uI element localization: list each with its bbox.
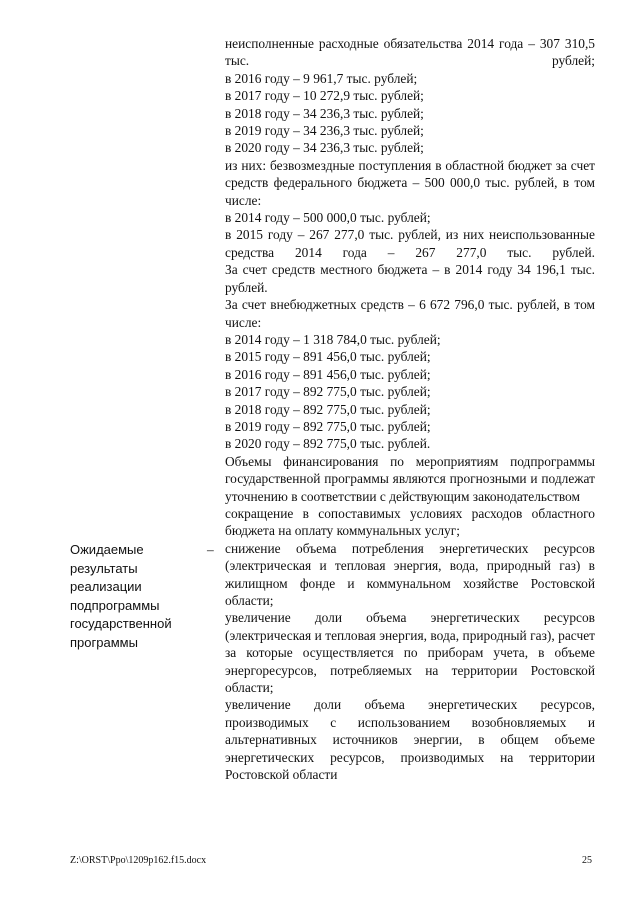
result-item: увеличение доли объема энергетических ресурсов (электрическая и тепловая энергия, вода, природный газ), расчет за которые осуществляется по приборам учета, в объеме энергоресурсов, потребляемых на территории Ростовской области; bbox=[225, 610, 595, 696]
label-line: реализации bbox=[70, 579, 142, 595]
label-line: результаты bbox=[70, 560, 138, 576]
right-column bbox=[225, 35, 595, 783]
year-line: в 2019 году – 34 236,3 тыс. рублей; bbox=[225, 123, 424, 139]
year-line: в 2017 году – 10 272,9 тыс. рублей; bbox=[225, 88, 424, 104]
financing-forecast-note: Объемы финансирования по мероприятиям подпрограммы государственной программы являются прогнозными и подлежат уточнению в соответствии с действующим законодательством bbox=[225, 453, 595, 504]
results-dash: – bbox=[207, 542, 214, 557]
label-line: программы bbox=[70, 634, 138, 650]
label-line: подпрограммы bbox=[70, 597, 160, 613]
financing-extrabudgetary: За счет внебюджетных средств – 6 672 796,0 тыс. рублей, в том числе: bbox=[225, 297, 595, 330]
footer-file-path: Z:\ORST\Ppo\1209p162.f15.docx bbox=[70, 855, 207, 866]
financing-years-extrabudgetary bbox=[225, 331, 595, 453]
year-line: в 2019 году – 892 775,0 тыс. рублей; bbox=[225, 418, 431, 434]
label-line: Ожидаемые bbox=[70, 542, 144, 557]
footer-page-number: 25 bbox=[582, 855, 592, 866]
year-line: в 2016 году – 9 961,7 тыс. рублей; bbox=[225, 70, 418, 86]
year-line: в 2018 году – 34 236,3 тыс. рублей; bbox=[225, 105, 424, 121]
year-line: в 2016 году – 891 456,0 тыс. рублей; bbox=[225, 366, 431, 382]
label-line: государственной bbox=[70, 616, 172, 632]
result-item: снижение объема потребления энергетических ресурсов (электрическая и тепловая энергия, вода, природный газ) в жилищном фонде и коммунальном хозяйстве Ростовской области; bbox=[225, 540, 595, 608]
result-item: сокращение в сопоставимых условиях расходов областного бюджета на оплату коммунальных услуг; bbox=[225, 505, 595, 539]
result-item: увеличение доли объема энергетических ресурсов, производимых с использованием возобновляемых и альтернативных источников энергии, в общем объеме энергетических ресурсов, производимых на территории Ростовской области bbox=[225, 697, 595, 783]
financing-federal-grants: из них: безвозмездные поступления в областной бюджет за счет средств федерального бюджета – 500 000,0 тыс. рублей, в том числе: bbox=[225, 157, 595, 208]
year-line: в 2014 году – 1 318 784,0 тыс. рублей; bbox=[225, 331, 441, 347]
year-line: в 2020 году – 34 236,3 тыс. рублей; bbox=[225, 140, 424, 156]
year-line: в 2015 году – 891 456,0 тыс. рублей; bbox=[225, 349, 431, 365]
year-line: в 2020 году – 892 775,0 тыс. рублей. bbox=[225, 436, 431, 452]
financing-local-budget: За счет средств местного бюджета – в 2014 году 34 196,1 тыс. рублей. bbox=[225, 262, 595, 295]
financing-2014-federal: в 2014 году – 500 000,0 тыс. рублей; bbox=[225, 210, 431, 226]
financing-2015-federal: в 2015 году – 267 277,0 тыс. рублей, из них неиспользованные средства 2014 года – 267 277,0 тыс. рублей. bbox=[225, 227, 595, 260]
financing-years-federal bbox=[225, 70, 595, 157]
year-line: в 2017 году – 892 775,0 тыс. рублей; bbox=[225, 384, 431, 400]
results-row-label bbox=[70, 541, 210, 653]
financing-unfulfilled: неисполненные расходные обязательства 2014 года – 307 310,5 тыс. рублей; bbox=[225, 36, 595, 69]
year-line: в 2018 году – 892 775,0 тыс. рублей; bbox=[225, 401, 431, 417]
